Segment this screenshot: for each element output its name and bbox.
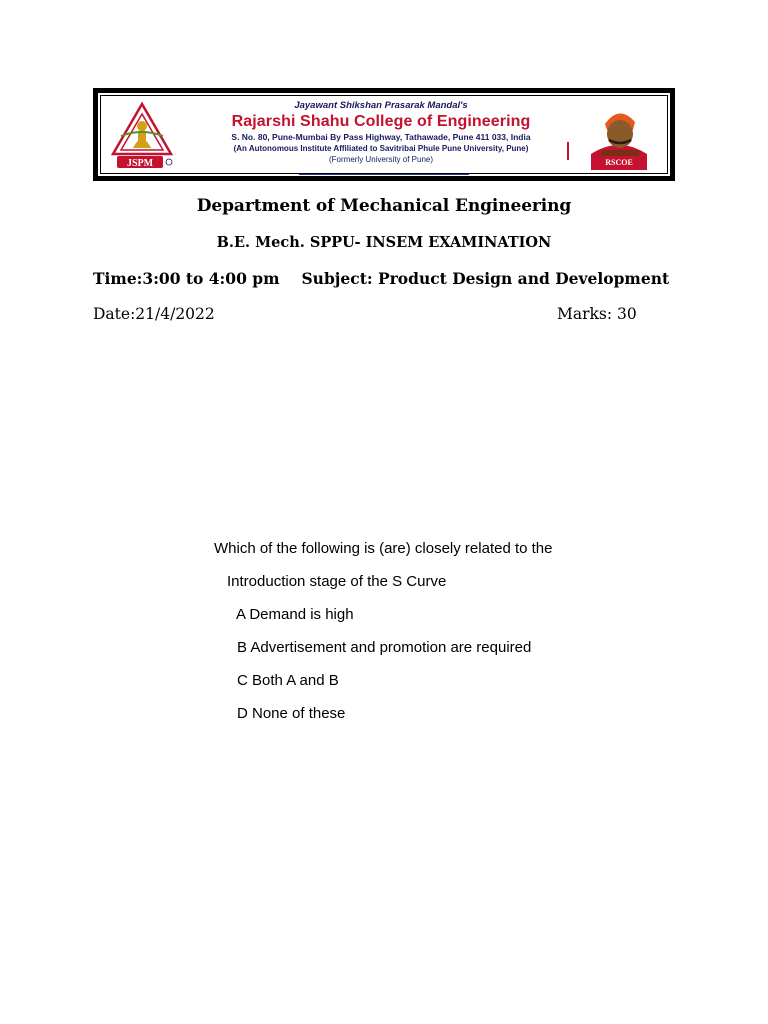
exam-marks: Marks: 30	[557, 305, 637, 323]
college-affiliation: (An Autonomous Institute Affiliated to Savitribai Phule Pune University, Pune)	[233, 144, 529, 153]
jspm-logo-icon	[109, 100, 175, 172]
college-address: S. No. 80, Pune-Mumbai By Pass Highway, Tathawade, Pune 411 033, India	[231, 132, 531, 142]
rscoe-portrait-logo-icon	[581, 100, 657, 172]
exam-time: Time:3:00 to 4:00 pm	[93, 269, 280, 288]
option-b: B Advertisement and promotion are required	[237, 639, 532, 656]
exam-subject: Subject: Product Design and Development	[301, 269, 670, 288]
jspm-logo-text: JSPM	[126, 158, 154, 169]
banner-red-rule	[567, 142, 569, 160]
exam-date: Date:21/4/2022	[93, 305, 215, 323]
letterhead-text	[193, 100, 569, 165]
college-name: Rajarshi Shahu College of Engineering	[231, 113, 531, 130]
department-title: Department of Mechanical Engineering	[196, 196, 572, 216]
banner-blue-rule	[299, 174, 469, 176]
question-line-2: Introduction stage of the S Curve	[227, 573, 447, 590]
rscoe-logo-text: RSCOE	[605, 158, 633, 167]
letterhead-banner	[93, 88, 675, 181]
college-former-name: (Formerly University of Pune)	[328, 155, 434, 164]
time-subject-row	[93, 269, 669, 288]
option-d: D None of these	[237, 705, 346, 722]
letterhead-inner	[98, 93, 670, 176]
question-line-1: Which of the following is (are) closely related to the	[214, 540, 553, 557]
option-a: A Demand is high	[236, 606, 354, 623]
option-c: C Both A and B	[237, 672, 339, 689]
society-name: Jayawant Shikshan Prasarak Mandal's	[294, 100, 468, 111]
exam-title: B.E. Mech. SPPU- INSEM EXAMINATION	[216, 234, 552, 251]
